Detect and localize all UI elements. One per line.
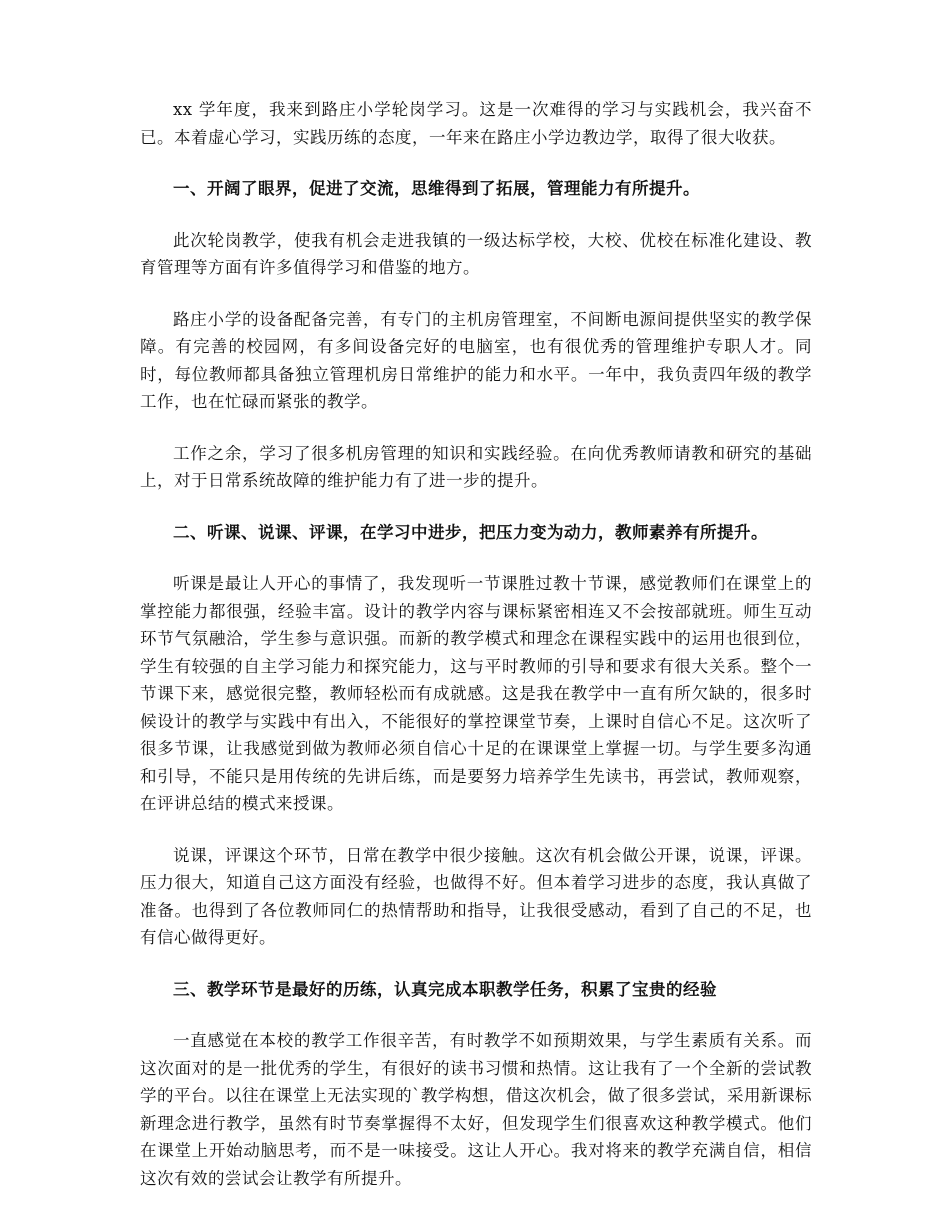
paragraph: 工作之余，学习了很多机房管理的知识和实践经验。在向优秀教师请教和研究的基础上，对于日常系统故障的维护能力有了进一步的提升。 bbox=[140, 443, 812, 490]
paragraph: 路庄小学的设备配备完善，有专门的主机房管理室，不间断电源间提供坚实的教学保障。有完善的校园网，有多间设备完好的电脑室，也有很优秀的管理维护专职人才。同时，每位教师都具备独立管理机房日常维护的能力和水平。一年中，我负责四年级的教学工作，也在忙碌而紧张的教学。 bbox=[140, 309, 812, 411]
paragraph: 听课是最让人开心的事情了，我发现听一节课胜过教十节课，感觉教师们在课堂上的掌控能力都很强，经验丰富。设计的教学内容与课标紧密相连又不会按部就班。师生互动环节气氛融洽，学生参与意识强。而新的教学模式和理念在课程实践中的运用也很到位，学生有较强的自主学习能力和探究能力，这与平时教师的引导和要求有很大关系。整个一节课下来，感觉很完整，教师轻松而有成就感。这是我在教学中一直有所欠缺的，很多时候设计的教学与实践中有出入，不能很好的掌控课堂节奏，上课时自信心不足。这次听了很多节课，让我感觉到做为教师必须自信心十足的在课课堂上掌握一切。与学生要多沟通和引导，不能只是用传统的先讲后练，而是要努力培养学生先读书，再尝试，教师观察，在评讲总结的模式来授课。 bbox=[140, 574, 812, 813]
paragraph: 此次轮岗教学，使我有机会走进我镇的一级达标学校，大校、优校在标准化建设、教育管理等方面有许多值得学习和借鉴的地方。 bbox=[140, 230, 812, 277]
paragraph: 一直感觉在本校的教学工作很辛苦，有时教学不如预期效果，与学生素质有关系。而这次面对的是一批优秀的学生，有很好的读书习惯和热情。这让我有了一个全新的尝试教学的平台。以往在课堂上无法实现的`教学构想，借这次机会，做了很多尝试，采用新课标新理念进行教学，虽然有时节奏掌握得不太好，但发现学生们很喜欢这种教学模式。他们在课堂上开始动脑思考，而不是一味接受。这让人开心。我对将来的教学充满自信，相信这次有效的尝试会让教学有所提升。 bbox=[140, 1031, 812, 1188]
paragraph-intro: xx 学年度，我来到路庄小学轮岗学习。这是一次难得的学习与实践机会，我兴奋不已。本着虚心学习，实践历练的态度，一年来在路庄小学边教边学，取得了很大收获。 bbox=[140, 100, 812, 147]
paragraph: 说课，评课这个环节，日常在教学中很少接触。这次有机会做公开课，说课，评课。压力很大，知道自己这方面没有经验，也做得不好。但本着学习进步的态度，我认真做了准备。也得到了各位教师同仁的热情帮助和指导，让我很受感动，看到了自己的不足，也有信心做得更好。 bbox=[140, 845, 812, 947]
section-heading-3: 三、教学环节是最好的历练，认真完成本职教学任务，积累了宝贵的经验 bbox=[173, 979, 717, 999]
section-heading-1: 一、开阔了眼界，促进了交流，思维得到了拓展，管理能力有所提升。 bbox=[173, 179, 700, 198]
section-heading-2: 二、听课、说课、评课，在学习中进步，把压力变为动力，教师素养有所提升。 bbox=[173, 522, 768, 542]
document-body bbox=[140, 96, 812, 1216]
